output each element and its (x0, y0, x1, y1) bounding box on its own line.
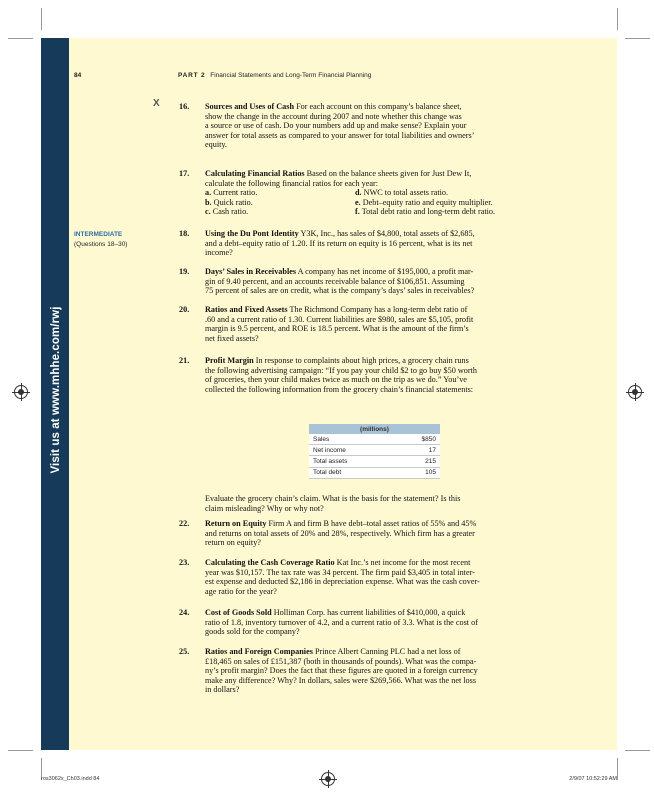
row-label: Net income (309, 445, 395, 456)
problem-title: Days’ Sales in Receivables (205, 267, 297, 276)
option-a: a. Current ratio. (205, 188, 258, 198)
option-f: f. Total debt ratio and long-term debt ratio. (355, 207, 496, 217)
problem-line: ny’s profit margin? Does the fact that these figures are quoted in a foreign currency (205, 666, 478, 676)
problem-line: year was $10,157. The tax rate was 34 percent. The firm paid $3,405 in total inter- (205, 567, 475, 577)
problem-title: Calculating the Cash Coverage Ratio (205, 558, 335, 567)
footer-file-name: ros3062x_Ch03.indd 84 (41, 776, 100, 782)
problem-16 (181, 102, 545, 150)
problem-number: 16. (179, 102, 190, 111)
running-header (178, 72, 371, 79)
row-value: 215 (395, 456, 440, 467)
part-title: Financial Statements and Long-Term Financial Planning (210, 72, 372, 79)
problem-line: answer for total assets as compared to your answer for total liabilities and owners’ (205, 130, 475, 140)
difficulty-label (74, 230, 127, 250)
problem-line: age ratio for the year? (205, 586, 277, 596)
problem-21-continuation (205, 494, 545, 513)
footer-timestamp: 2/9/07 10:52:29 AM (569, 776, 617, 782)
crop-mark (625, 750, 650, 751)
problem-line: Kat Inc.’s net income for the most recent (336, 558, 471, 567)
problem-title: Return on Equity (205, 519, 267, 528)
table-row (309, 445, 440, 456)
row-value: $850 (395, 434, 440, 445)
table-row (309, 456, 440, 467)
option-d: d. NWC to total assets ratio. (355, 188, 449, 198)
problem-number: 18. (179, 229, 190, 238)
row-label: Total assets (309, 456, 395, 467)
sidebar-url-text: Visit us at www.mhhe.com/rwj (50, 306, 62, 474)
row-label: Sales (309, 434, 395, 445)
crop-mark (41, 8, 42, 30)
part-label: PART 2 (178, 72, 206, 79)
problem-title: Calculating Financial Ratios (205, 169, 305, 178)
problem-line: equity. (205, 140, 227, 150)
problem-number: 25. (179, 647, 190, 656)
registration-mark-icon (628, 385, 642, 399)
problem-22 (181, 519, 545, 548)
problem-number: 23. (179, 558, 190, 567)
page-number: 84 (74, 72, 82, 79)
problem-25 (181, 647, 545, 695)
margin-x-icon: X (153, 98, 160, 109)
problem-title: Ratios and Fixed Assets (205, 305, 288, 314)
grocery-financials-table (309, 424, 440, 479)
problem-line: The Richmond Company has a long-term debt ratio of (289, 305, 468, 314)
problem-line: return on equity? (205, 538, 261, 548)
problem-line: Firm A and firm B have debt–total asset ratios of 55% and 45% (268, 519, 477, 528)
problem-23 (181, 558, 545, 596)
problem-line: A company has net income of $195,000, a profit mar- (297, 267, 474, 276)
problem-line: and a debt–equity ratio of 1.20. If its return on equity is 16 percent, what is its net (205, 238, 473, 248)
problem-line: £18,465 on sales of £151,387 (both in thousands of pounds). What was the compa- (205, 656, 477, 666)
problem-line: in dollars? (205, 685, 240, 695)
row-label: Total debt (309, 467, 395, 478)
level-label: INTERMEDIATE (74, 231, 123, 238)
problem-17 (181, 169, 545, 217)
problem-title: Using the Du Pont Identity (205, 229, 299, 238)
problem-line: ratio of 1.8, inventory turnover of 4.2, and a current ratio of 3.3. What is the cost of (205, 617, 478, 627)
crop-mark (625, 38, 650, 39)
registration-mark-icon (321, 772, 335, 786)
problem-line: .60 and a current ratio of 1.30. Current liabilities are $980, sales are $5,105, profit (205, 314, 474, 324)
table-header: (millions) (309, 424, 440, 434)
table-row (309, 434, 440, 445)
problem-line: goods sold for the company? (205, 627, 300, 637)
option-e: e. Debt–equity ratio and equity multiplier. (355, 197, 493, 207)
problem-line: gin of 9.40 percent, and an accounts receivable balance of $106,851. Assuming (205, 276, 465, 286)
problem-line: the following advertising campaign: “If you pay your child $2 to go buy $50 worth (205, 365, 477, 375)
problem-line: a source or use of cash. Do your numbers add up and make sense? Explain your (205, 121, 467, 131)
problem-line: For each account on this company’s balance sheet, (296, 102, 462, 111)
problem-line: of groceries, then your child makes twice as much on the trip as we do.” You’ve (205, 375, 467, 385)
problem-21 (181, 356, 545, 394)
problem-title: Profit Margin (205, 356, 254, 365)
option-b: b. Quick ratio. (205, 197, 253, 207)
problem-title: Sources and Uses of Cash (205, 102, 295, 111)
problem-title: Ratios and Foreign Companies (205, 647, 313, 656)
row-value: 105 (395, 467, 440, 478)
problem-line: claim misleading? Why or why not? (205, 503, 324, 513)
problem-line: make any difference? Why? In dollars, sales were $269,566. What was the net loss (205, 675, 477, 685)
row-value: 17 (395, 445, 440, 456)
problem-line: net fixed assets? (205, 333, 259, 343)
problem-line: est expense and deducted $2,186 in depreciation expense. What was the cash cover- (205, 577, 480, 587)
problem-number: 24. (179, 608, 190, 617)
problem-title: Cost of Goods Sold (205, 608, 272, 617)
problem-line: and returns on total assets of 20% and 28%, respectively. Which firm has a greater (205, 528, 475, 538)
problem-20 (181, 305, 545, 343)
problem-line: show the change in the account during 2007 and note whether this change was (205, 111, 462, 121)
crop-mark (617, 758, 618, 780)
table-row (309, 467, 440, 478)
problem-line: Y3K, Inc., has sales of $4,800, total assets of $2,685, (300, 229, 475, 238)
registration-mark-icon (14, 385, 28, 399)
problem-19 (181, 267, 545, 296)
problem-18 (181, 229, 545, 258)
level-range: (Questions 18–30) (74, 241, 128, 248)
problem-24 (181, 608, 545, 637)
problem-line: calculate the following financial ratios for each year: (205, 178, 378, 188)
problem-number: 21. (179, 356, 190, 365)
problem-line: margin is 9.5 percent, and ROE is 18.5 percent. What is the amount of the firm’s (205, 324, 469, 334)
option-c: c. Cash ratio. (205, 207, 249, 217)
crop-mark (8, 750, 33, 751)
problem-number: 19. (179, 267, 190, 276)
problem-number: 22. (179, 519, 190, 528)
problem-line: income? (205, 248, 233, 258)
problem-line: Evaluate the grocery chain’s claim. What is the basis for the statement? Is this (205, 494, 461, 503)
problem-line: collected the following information from the grocery chain’s financial statements: (205, 384, 474, 394)
problem-line: Holliman Corp. has current liabilities of $410,000, a quick (273, 608, 466, 617)
problem-line: 75 percent of sales are on credit, what is the company’s days’ sales in receivables? (205, 286, 475, 296)
problem-number: 17. (179, 169, 190, 178)
crop-mark (617, 8, 618, 30)
crop-mark (8, 38, 33, 39)
problem-line: Based on the balance sheets given for Just Dew It, (306, 169, 472, 178)
ratio-options (205, 188, 545, 217)
problem-line: Prince Albert Canning PLC had a net loss of (314, 647, 461, 656)
problem-line: In response to complaints about high prices, a grocery chain runs (255, 356, 469, 365)
problem-number: 20. (179, 305, 190, 314)
